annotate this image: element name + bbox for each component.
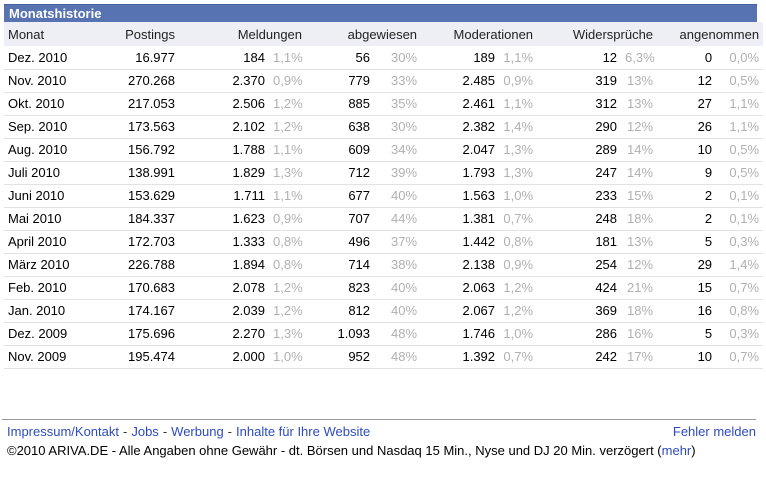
cell-moderationen-pct: 0,8% [499, 230, 537, 253]
cell-widersprueche-pct: 15% [621, 184, 657, 207]
cell-meldungen-value: 184 [179, 46, 269, 69]
cell-moderationen-pct: 1,2% [499, 299, 537, 322]
cell-angenommen-value: 5 [657, 322, 716, 345]
cell-meldungen-pct: 1,1% [269, 138, 306, 161]
cell-abgewiesen-pct: 44% [374, 207, 421, 230]
cell-widersprueche-value: 12 [537, 46, 621, 69]
monthly-history-panel [4, 4, 763, 369]
cell-angenommen-value: 0 [657, 46, 716, 69]
cell-meldungen-pct: 1,3% [269, 322, 306, 345]
cell-abgewiesen-pct: 40% [374, 184, 421, 207]
cell-widersprueche-pct: 21% [621, 276, 657, 299]
cell-meldungen-pct: 1,3% [269, 161, 306, 184]
cell-meldungen-value: 1.788 [179, 138, 269, 161]
col-header-angenommen: angenommen [657, 22, 763, 46]
cell-meldungen-pct: 1,2% [269, 115, 306, 138]
cell-postings: 174.167 [116, 299, 179, 322]
cell-abgewiesen-pct: 33% [374, 69, 421, 92]
cell-moderationen-pct: 0,9% [499, 69, 537, 92]
cell-angenommen-pct: 1,1% [716, 115, 763, 138]
cell-widersprueche-pct: 16% [621, 322, 657, 345]
cell-widersprueche-value: 369 [537, 299, 621, 322]
cell-widersprueche-pct: 17% [621, 345, 657, 368]
cell-moderationen-pct: 1,4% [499, 115, 537, 138]
cell-abgewiesen-value: 707 [306, 207, 374, 230]
cell-angenommen-value: 2 [657, 184, 716, 207]
link-jobs[interactable]: Jobs [131, 423, 159, 439]
cell-moderationen-value: 1.793 [421, 161, 499, 184]
cell-meldungen-value: 2.270 [179, 322, 269, 345]
cell-angenommen-pct: 0,5% [716, 161, 763, 184]
cell-angenommen-pct: 0,7% [716, 276, 763, 299]
cell-postings: 170.683 [116, 276, 179, 299]
cell-abgewiesen-pct: 34% [374, 138, 421, 161]
cell-meldungen-pct: 1,2% [269, 299, 306, 322]
cell-abgewiesen-value: 496 [306, 230, 374, 253]
cell-moderationen-pct: 1,3% [499, 138, 537, 161]
cell-meldungen-value: 2.102 [179, 115, 269, 138]
cell-moderationen-value: 2.485 [421, 69, 499, 92]
table-row [4, 69, 763, 92]
cell-moderationen-value: 1.563 [421, 184, 499, 207]
table-row [4, 299, 763, 322]
cell-widersprueche-value: 312 [537, 92, 621, 115]
cell-monat: Feb. 2010 [4, 276, 116, 299]
cell-angenommen-pct: 0,5% [716, 138, 763, 161]
cell-widersprueche-pct: 6,3% [621, 46, 657, 69]
table-row [4, 46, 763, 69]
link-werbung[interactable]: Werbung [171, 423, 224, 439]
cell-abgewiesen-pct: 48% [374, 345, 421, 368]
cell-meldungen-value: 2.078 [179, 276, 269, 299]
cell-meldungen-value: 2.039 [179, 299, 269, 322]
cell-meldungen-value: 2.370 [179, 69, 269, 92]
cell-abgewiesen-value: 638 [306, 115, 374, 138]
cell-widersprueche-pct: 13% [621, 69, 657, 92]
cell-widersprueche-pct: 18% [621, 207, 657, 230]
cell-postings: 153.629 [116, 184, 179, 207]
cell-abgewiesen-pct: 40% [374, 299, 421, 322]
cell-abgewiesen-pct: 39% [374, 161, 421, 184]
cell-moderationen-pct: 1,0% [499, 184, 537, 207]
cell-moderationen-pct: 1,1% [499, 46, 537, 69]
cell-widersprueche-value: 233 [537, 184, 621, 207]
cell-widersprueche-value: 248 [537, 207, 621, 230]
cell-abgewiesen-value: 1.093 [306, 322, 374, 345]
table-row [4, 207, 763, 230]
cell-postings: 138.991 [116, 161, 179, 184]
cell-meldungen-pct: 0,8% [269, 253, 306, 276]
cell-monat: April 2010 [4, 230, 116, 253]
copyright-text-suffix: ) [691, 442, 696, 458]
cell-widersprueche-pct: 12% [621, 115, 657, 138]
cell-moderationen-pct: 0,7% [499, 207, 537, 230]
cell-meldungen-pct: 1,0% [269, 345, 306, 368]
table-row [4, 276, 763, 299]
cell-monat: März 2010 [4, 253, 116, 276]
cell-widersprueche-value: 424 [537, 276, 621, 299]
cell-angenommen-value: 10 [657, 138, 716, 161]
copyright-line [2, 443, 756, 458]
copyright-text: ©2010 ARIVA.DE - Alle Angaben ohne Gewähr - dt. Börsen und Nasdaq 15 Min., Nyse und DJ 20 Min. verzögert ( [7, 442, 662, 458]
cell-monat: Juni 2010 [4, 184, 116, 207]
cell-postings: 217.053 [116, 92, 179, 115]
table-row [4, 115, 763, 138]
cell-abgewiesen-value: 779 [306, 69, 374, 92]
table-row [4, 161, 763, 184]
cell-angenommen-value: 2 [657, 207, 716, 230]
cell-moderationen-value: 2.047 [421, 138, 499, 161]
cell-moderationen-pct: 0,7% [499, 345, 537, 368]
table-row [4, 322, 763, 345]
link-mehr[interactable]: mehr [661, 442, 692, 458]
cell-moderationen-value: 189 [421, 46, 499, 69]
cell-angenommen-pct: 0,8% [716, 299, 763, 322]
cell-widersprueche-pct: 13% [621, 92, 657, 115]
cell-meldungen-pct: 1,1% [269, 184, 306, 207]
link-separator: - [227, 423, 233, 439]
cell-meldungen-value: 2.000 [179, 345, 269, 368]
cell-widersprueche-value: 290 [537, 115, 621, 138]
cell-abgewiesen-value: 812 [306, 299, 374, 322]
table-row [4, 230, 763, 253]
cell-meldungen-value: 1.623 [179, 207, 269, 230]
cell-postings: 156.792 [116, 138, 179, 161]
cell-angenommen-value: 10 [657, 345, 716, 368]
cell-moderationen-value: 1.442 [421, 230, 499, 253]
cell-angenommen-value: 9 [657, 161, 716, 184]
link-inhalte-website[interactable]: Inhalte für Ihre Website [236, 423, 371, 439]
cell-meldungen-pct: 1,1% [269, 46, 306, 69]
table-header-row [4, 22, 763, 46]
table-row [4, 345, 763, 368]
cell-meldungen-pct: 0,9% [269, 69, 306, 92]
cell-abgewiesen-value: 712 [306, 161, 374, 184]
cell-postings: 173.563 [116, 115, 179, 138]
cell-angenommen-pct: 0,7% [716, 345, 763, 368]
footer-nav [7, 424, 370, 439]
cell-meldungen-value: 1.829 [179, 161, 269, 184]
cell-abgewiesen-value: 609 [306, 138, 374, 161]
cell-moderationen-value: 2.382 [421, 115, 499, 138]
cell-postings: 195.474 [116, 345, 179, 368]
cell-moderationen-pct: 1,2% [499, 276, 537, 299]
cell-postings: 172.703 [116, 230, 179, 253]
link-separator: - [162, 423, 168, 439]
cell-angenommen-value: 5 [657, 230, 716, 253]
cell-widersprueche-value: 286 [537, 322, 621, 345]
col-header-abgewiesen: abgewiesen [306, 22, 421, 46]
cell-monat: Juli 2010 [4, 161, 116, 184]
col-header-postings: Postings [116, 22, 179, 46]
cell-monat: Jan. 2010 [4, 299, 116, 322]
cell-postings: 270.268 [116, 69, 179, 92]
cell-abgewiesen-value: 952 [306, 345, 374, 368]
cell-widersprueche-value: 289 [537, 138, 621, 161]
cell-widersprueche-value: 319 [537, 69, 621, 92]
cell-angenommen-pct: 0,1% [716, 207, 763, 230]
cell-meldungen-value: 1.894 [179, 253, 269, 276]
cell-angenommen-pct: 0,3% [716, 322, 763, 345]
cell-widersprueche-value: 254 [537, 253, 621, 276]
cell-angenommen-pct: 0,0% [716, 46, 763, 69]
cell-meldungen-pct: 0,9% [269, 207, 306, 230]
table-row [4, 184, 763, 207]
cell-moderationen-value: 2.063 [421, 276, 499, 299]
cell-abgewiesen-pct: 40% [374, 276, 421, 299]
cell-angenommen-value: 27 [657, 92, 716, 115]
cell-abgewiesen-pct: 30% [374, 46, 421, 69]
cell-moderationen-value: 2.461 [421, 92, 499, 115]
cell-widersprueche-pct: 12% [621, 253, 657, 276]
cell-monat: Okt. 2010 [4, 92, 116, 115]
cell-abgewiesen-value: 56 [306, 46, 374, 69]
cell-moderationen-pct: 1,3% [499, 161, 537, 184]
cell-monat: Mai 2010 [4, 207, 116, 230]
cell-moderationen-pct: 0,9% [499, 253, 537, 276]
cell-moderationen-value: 1.746 [421, 322, 499, 345]
col-header-meldungen: Meldungen [179, 22, 306, 46]
page-title: Monatshistorie [9, 6, 102, 21]
footer-links-row [2, 420, 756, 439]
cell-monat: Dez. 2010 [4, 46, 116, 69]
cell-monat: Aug. 2010 [4, 138, 116, 161]
cell-angenommen-pct: 0,3% [716, 230, 763, 253]
cell-moderationen-value: 1.392 [421, 345, 499, 368]
title-bar [4, 4, 757, 22]
cell-angenommen-value: 29 [657, 253, 716, 276]
cell-meldungen-value: 1.333 [179, 230, 269, 253]
cell-abgewiesen-value: 885 [306, 92, 374, 115]
table-row [4, 138, 763, 161]
cell-angenommen-value: 26 [657, 115, 716, 138]
cell-abgewiesen-value: 677 [306, 184, 374, 207]
cell-widersprueche-value: 181 [537, 230, 621, 253]
cell-moderationen-value: 2.067 [421, 299, 499, 322]
table-row [4, 253, 763, 276]
cell-monat: Dez. 2009 [4, 322, 116, 345]
cell-monat: Sep. 2010 [4, 115, 116, 138]
monthly-history-table [4, 22, 763, 369]
link-separator: - [123, 423, 128, 439]
cell-monat: Nov. 2009 [4, 345, 116, 368]
cell-abgewiesen-pct: 48% [374, 322, 421, 345]
cell-abgewiesen-pct: 35% [374, 92, 421, 115]
cell-monat: Nov. 2010 [4, 69, 116, 92]
cell-abgewiesen-pct: 38% [374, 253, 421, 276]
cell-angenommen-pct: 1,1% [716, 92, 763, 115]
cell-abgewiesen-pct: 37% [374, 230, 421, 253]
cell-moderationen-value: 1.381 [421, 207, 499, 230]
footer [2, 419, 756, 458]
cell-widersprueche-value: 242 [537, 345, 621, 368]
col-header-moderationen: Moderationen [421, 22, 537, 46]
cell-widersprueche-pct: 13% [621, 230, 657, 253]
col-header-widersprueche: Widersprüche [537, 22, 657, 46]
cell-abgewiesen-value: 714 [306, 253, 374, 276]
cell-abgewiesen-value: 823 [306, 276, 374, 299]
cell-widersprueche-value: 247 [537, 161, 621, 184]
cell-postings: 226.788 [116, 253, 179, 276]
cell-angenommen-value: 16 [657, 299, 716, 322]
cell-postings: 16.977 [116, 46, 179, 69]
cell-abgewiesen-pct: 30% [374, 115, 421, 138]
cell-widersprueche-pct: 14% [621, 161, 657, 184]
cell-meldungen-pct: 1,2% [269, 92, 306, 115]
cell-meldungen-pct: 0,8% [269, 230, 306, 253]
link-fehler-melden[interactable]: Fehler melden [672, 423, 756, 439]
cell-angenommen-value: 12 [657, 69, 716, 92]
col-header-monat: Monat [4, 22, 116, 46]
table-body [4, 46, 763, 368]
cell-angenommen-pct: 0,1% [716, 184, 763, 207]
cell-postings: 184.337 [116, 207, 179, 230]
cell-moderationen-value: 2.138 [421, 253, 499, 276]
cell-postings: 175.696 [116, 322, 179, 345]
cell-moderationen-pct: 1,0% [499, 322, 537, 345]
cell-meldungen-value: 1.711 [179, 184, 269, 207]
table-row [4, 92, 763, 115]
cell-meldungen-value: 2.506 [179, 92, 269, 115]
cell-meldungen-pct: 1,2% [269, 276, 306, 299]
cell-widersprueche-pct: 18% [621, 299, 657, 322]
cell-widersprueche-pct: 14% [621, 138, 657, 161]
cell-angenommen-pct: 1,4% [716, 253, 763, 276]
cell-angenommen-pct: 0,5% [716, 69, 763, 92]
cell-moderationen-pct: 1,1% [499, 92, 537, 115]
link-impressum-kontakt[interactable]: Impressum/Kontakt [7, 423, 119, 439]
cell-angenommen-value: 15 [657, 276, 716, 299]
